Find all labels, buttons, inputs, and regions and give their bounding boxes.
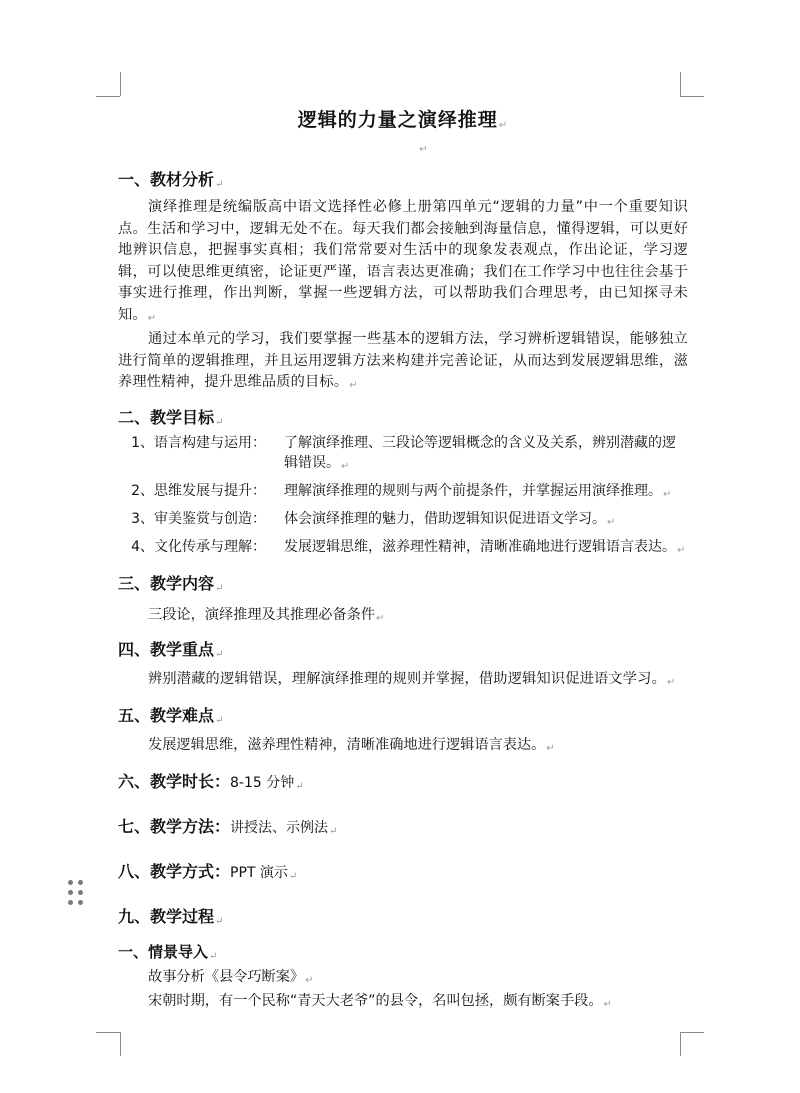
section-heading-analysis: 一、教材分析↵ (118, 170, 224, 190)
paragraph-mark-icon: ↵ (147, 312, 157, 324)
paragraph-mark-icon: ↵ (215, 179, 224, 190)
paragraph-mark-icon: ↵ (215, 715, 224, 726)
list-item: 3、 审美鉴赏与创造： 体会演绎推理的魅力，借助逻辑知识促进语文学习。↵ (131, 510, 616, 528)
section-heading-process: 九、教学过程↵ (118, 907, 224, 927)
story-text-line: 宋朝时期，有一个民称“青天大老爷”的县令，名叫包拯，颇有断案手段。↵ (148, 993, 612, 1010)
paragraph-mark-icon: ↵ (498, 120, 509, 131)
paragraph-mark-icon: ↵ (288, 871, 298, 882)
section-heading-duration: 六、教学时长：8-15 分钟↵ (118, 772, 304, 792)
paragraph-mark-icon: ↵ (215, 648, 224, 660)
goal-list (118, 433, 688, 561)
paragraph-mark-icon: ↵ (546, 743, 555, 754)
paragraph-mark-icon: ↵ (329, 826, 338, 837)
paragraph-mark-icon: ↵ (209, 951, 218, 962)
section-heading-difficulties: 五、教学难点↵ (118, 706, 224, 726)
document-title: 逻辑的力量之演绎推理 (297, 109, 498, 131)
paragraph-mark-icon: ↵ (666, 676, 676, 688)
section-heading-format: 八、教学方式：PPT 演示↵ (118, 862, 298, 882)
paragraph-mark-icon: ↵ (295, 781, 304, 792)
paragraph-mark-icon: ↵ (341, 460, 350, 472)
document-page[interactable] (118, 100, 688, 1015)
duration-value: 8-15 分钟 (230, 775, 295, 791)
list-item: 2、 思维发展与提升： 理解演绎推理的规则与两个前提条件，并掌握运用演绎推理。↵ (131, 482, 672, 500)
paragraph-mark-icon: ↵ (677, 544, 686, 556)
difficulties-text: 发展逻辑思维，滋养理性精神，清晰准确地进行逻辑语言表达。↵ (148, 737, 555, 754)
methods-value: 讲授法、示例法 (230, 820, 329, 836)
paragraph-mark-icon: ↵ (215, 416, 224, 428)
list-item: 4、 文化传承与理解： 发展逻辑思维，滋养理性精神，清晰准确地进行逻辑语言表达。↵ (131, 538, 686, 556)
key-points-text: 辨别潜藏的逻辑错误，理解演绎推理的规则并掌握，借助逻辑知识促进语文学习。↵ (148, 670, 676, 688)
paragraph-mark-icon: ↵ (607, 516, 616, 528)
paragraph-mark-icon: ↵ (215, 916, 224, 927)
paragraph-mark-icon: ↵ (663, 488, 672, 500)
content-text: 三段论，演绎推理及其推理必备条件↵ (148, 606, 385, 624)
paragraph-mark-icon: ↵ (305, 975, 314, 986)
section-heading-goals: 二、教学目标↵ (118, 407, 224, 428)
story-title-line: 故事分析《县令巧断案》↵ (148, 969, 314, 986)
analysis-paragraph-1: 演绎推理是统编版高中语文选择性必修上册第四单元“逻辑的力量”中一个重要知识点。生活和学习中，逻辑无处不在。每天我们都会接触到海量信息，懂得逻辑，可以更好地辨识信息，把握事实真相；我们常常要对生活中的现象发表观点，作出论证，学习逻辑，可以使思维更缜密，论证更严谨，语言表达更准确；我们在工作学习中也往往会基于事实进行推理，作出判断，掌握一些逻辑方法，可以帮助我们合理思考，由已知探寻未知。↵ (118, 199, 688, 324)
list-item: 1、 语言构建与运用： 了解演绎推理、三段论等逻辑概念的含义及关系，辨别潜藏的逻辑错误。↵ (131, 434, 676, 472)
paragraph-mark-icon: ↵ (419, 144, 428, 155)
analysis-paragraph-2: 通过本单元的学习，我们要掌握一些基本的逻辑方法，学习辨析逻辑错误，能够独立进行简单的逻辑推理，并且运用逻辑方法来构建并完善论证，从而达到发展逻辑思维，滋养理性精神，提升思维品质的目标。↵ (118, 331, 688, 391)
section-heading-key-points: 四、教学重点↵ (118, 639, 224, 660)
empty-paragraph (158, 135, 688, 169)
paragraph-mark-icon: ↵ (376, 612, 385, 624)
sub-heading-scenario: 一、情景导入↵ (118, 943, 218, 962)
document-title-line (118, 105, 688, 135)
paragraph-mark-icon: ↵ (349, 380, 358, 391)
paragraph-mark-icon: ↵ (215, 582, 224, 594)
format-value: PPT 演示 (230, 865, 288, 881)
paragraph-mark-icon: ↵ (603, 999, 612, 1010)
section-heading-methods: 七、教学方法：讲授法、示例法↵ (118, 817, 338, 837)
section-heading-content: 三、教学内容↵ (118, 573, 224, 594)
paragraph-drag-handle-icon[interactable] (68, 880, 84, 908)
